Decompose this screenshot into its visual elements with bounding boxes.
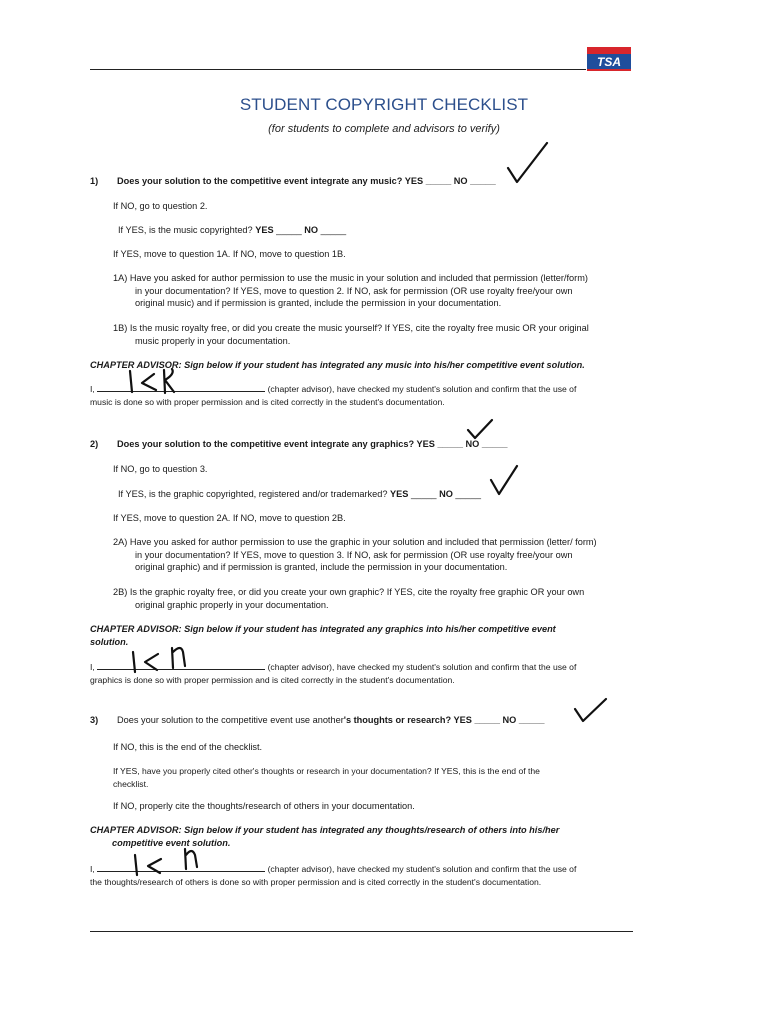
page-subtitle: (for students to complete and advisors to verify) xyxy=(268,123,500,135)
q3-if-yes: If YES, have you properly cited other's thoughts or research in your documentation? If YES, this is the end of the checklist. xyxy=(113,766,540,789)
q2b-paragraph: 2B) Is the graphic royalty free, or did you create your own graphic? If YES, cite the royalty free graphic OR your own original graphic properly in your documentation. xyxy=(113,587,585,610)
checkmark-icon-q3-no xyxy=(572,695,610,727)
q3-advisor-signoff: I, (chapter advisor), have checked my student's solution and confirm that the use of the thoughts/research of others is done so with proper permission and is cited correctly in the student's documentation. xyxy=(90,864,577,887)
question-text: Does your solution to the competitive event integrate any music? YES _____ NO _____ xyxy=(117,176,496,186)
checkmark-icon-q1-no xyxy=(505,140,553,188)
logo-text: TSA xyxy=(597,55,621,69)
q2-route: If YES, move to question 2A. If NO, move to question 2B. xyxy=(113,513,346,523)
q1-if-yes: If YES, is the music copyrighted? YES _____ NO _____ xyxy=(118,225,347,235)
checkmark-icon-q2-trademark-no xyxy=(488,464,522,498)
question-number: 1) xyxy=(90,176,99,186)
q2-if-no: If NO, go to question 3. xyxy=(113,464,208,474)
q2-advisor-signoff: I, (chapter advisor), have checked my student's solution and confirm that the use of graphics is done so with proper permission and is cited correctly in the student's documentation. xyxy=(90,662,577,685)
q1b-paragraph: 1B) Is the music royalty free, or did you create the music yourself? If YES, cite the royalty free music OR your original music properly in your documentation. xyxy=(113,323,589,346)
question-3: 3) Does your solution to the competitive event use another's thoughts or research? YES _____ NO _____ xyxy=(90,715,545,725)
q3-if-no: If NO, this is the end of the checklist. xyxy=(113,742,263,752)
initials-signature-q1 xyxy=(120,366,180,396)
page-title: STUDENT COPYRIGHT CHECKLIST xyxy=(239,95,529,114)
q1-route: If YES, move to question 1A. If NO, move to question 1B. xyxy=(113,249,346,259)
q1-if-no: If NO, go to question 2. xyxy=(113,201,208,211)
q2-if-yes: If YES, is the graphic copyrighted, registered and/or trademarked? YES _____ NO _____ xyxy=(118,489,481,499)
q1-advisor-instruction: CHAPTER ADVISOR: Sign below if your student has integrated any music into his/her competitive event solution. xyxy=(90,360,585,370)
question-2 xyxy=(90,439,507,449)
checkmark-icon-q2-yes xyxy=(464,417,496,443)
q1a-paragraph: 1A) Have you asked for author permission to use the music in your solution and included that permission (letter/form) in your documentation? If YES, move to question 2. If NO, ask for permission (OR use royalty free/your own original music) and if permission is granted, include the permission in your documentation. xyxy=(113,273,588,308)
question-text: Does your solution to the competitive event integrate any graphics? YES _____ NO _____ xyxy=(117,439,508,449)
q2a-paragraph: 2A) Have you asked for author permission to use the graphic in your solution and included that permission (letter/ form) in your documentation? If YES, move to question 3. If NO, ask for permission (OR use royalty free/your own original graphic) and if permission is granted, include the permission in your documentation. xyxy=(113,537,597,572)
initials-signature-q2 xyxy=(125,644,195,674)
question-number: 3) xyxy=(90,715,99,725)
header-rule xyxy=(90,69,586,70)
initials-signature-q3 xyxy=(125,845,201,877)
question-1 xyxy=(90,176,496,186)
q3-no-cite: If NO, properly cite the thoughts/research of others in your documentation. xyxy=(113,801,415,811)
q2-advisor-instruction: CHAPTER ADVISOR: Sign below if your student has integrated any graphics into his/her competitive event solution. xyxy=(90,624,556,647)
footer-rule xyxy=(90,931,633,932)
q3-advisor-instruction: CHAPTER ADVISOR: Sign below if your student has integrated any thoughts/research of others into his/her competitive event solution. xyxy=(90,825,560,848)
q1-advisor-signoff: I, (chapter advisor), have checked my student's solution and confirm that the use of music is done so with proper permission and is cited correctly in the student's documentation. xyxy=(90,384,577,407)
tsa-logo xyxy=(587,47,631,71)
question-number: 2) xyxy=(90,439,99,449)
